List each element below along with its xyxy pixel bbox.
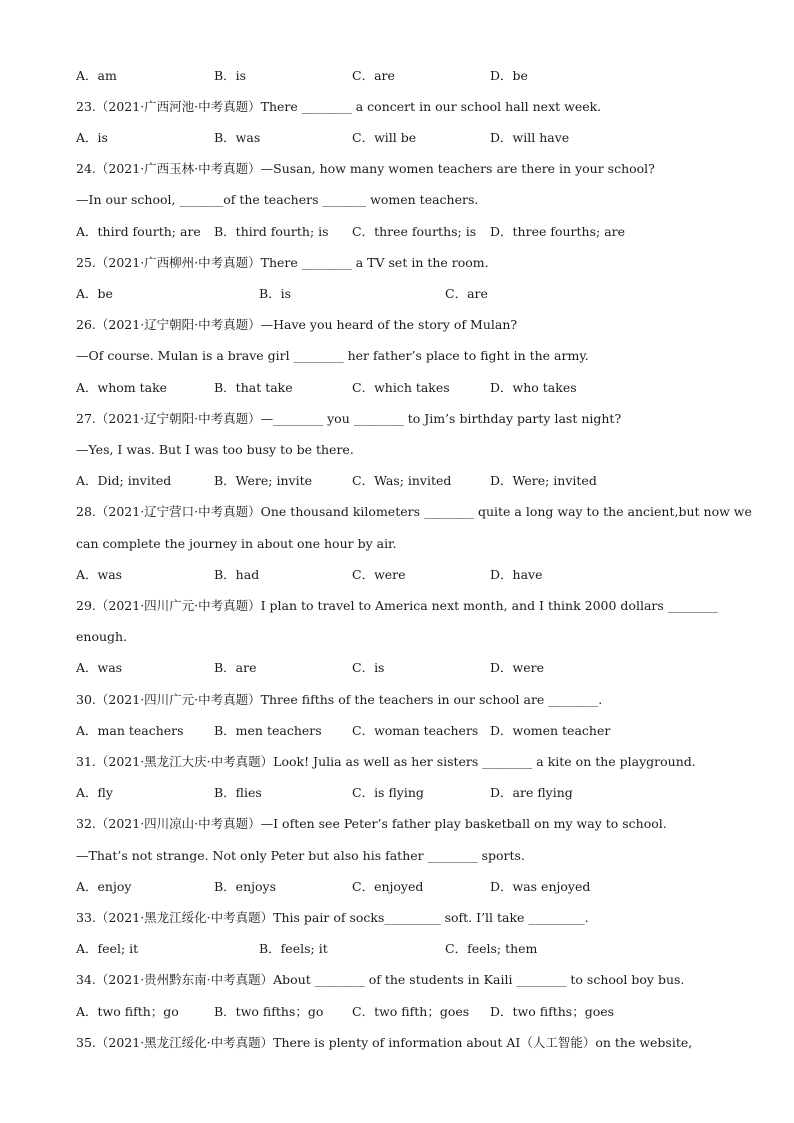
question-30-stem: 30.（2021·四川广元·中考真题）Three fifths of the teachers in our school are ________.	[76, 692, 603, 707]
q33-options	[76, 941, 756, 957]
option-c: C．is	[352, 660, 385, 675]
q23-options	[76, 130, 756, 146]
option-c: C．woman teachers	[352, 723, 479, 738]
option-b: B．third fourth; is	[214, 224, 329, 239]
option-c: C．were	[352, 567, 406, 582]
option-d: D．two fifths；goes	[490, 1004, 615, 1019]
option-a: A．Did; invited	[76, 473, 172, 488]
q24-options	[76, 224, 756, 240]
option-b: B．are	[214, 660, 257, 675]
option-b: B．had	[214, 567, 260, 582]
option-b: B．was	[214, 130, 261, 145]
option-a: A．third fourth; are	[76, 224, 201, 239]
option-a: A．two fifth；go	[76, 1004, 179, 1019]
option-b: B．Were; invite	[214, 473, 312, 488]
option-d: D．have	[490, 567, 543, 582]
option-a: A．was	[76, 567, 123, 582]
option-d: D．who takes	[490, 380, 577, 395]
question-24-line2: —In our school, _______of the teachers _______ women teachers.	[76, 192, 479, 207]
option-b: B．is	[259, 286, 292, 301]
option-c: C．are	[445, 286, 488, 301]
q22-options	[76, 68, 756, 84]
option-d: D．three fourths; are	[490, 224, 626, 239]
question-28-line2: can complete the journey in about one hour by air.	[76, 536, 397, 551]
option-d: D．women teacher	[490, 723, 611, 738]
question-24-stem: 24.（2021·广西玉林·中考真题）—Susan, how many women teachers are there in your school?	[76, 161, 655, 176]
option-c: C．are	[352, 68, 395, 83]
question-25-stem: 25.（2021·广西柳州·中考真题）There ________ a TV set in the room.	[76, 255, 489, 270]
option-d: D．will have	[490, 130, 570, 145]
option-c: C．feels; them	[445, 941, 538, 956]
option-a: A．be	[76, 286, 113, 301]
option-c: C．is flying	[352, 785, 424, 800]
option-a: A．am	[76, 68, 117, 83]
option-d: D．was enjoyed	[490, 879, 591, 894]
option-b: B．is	[214, 68, 247, 83]
q26-options	[76, 380, 756, 396]
question-26-stem: 26.（2021·辽宁朝阳·中考真题）—Have you heard of the story of Mulan?	[76, 317, 518, 332]
question-27-stem: 27.（2021·辽宁朝阳·中考真题）—________ you ________ to Jim’s birthday party last night?	[76, 411, 622, 426]
option-a: A．enjoy	[76, 879, 132, 894]
q28-options	[76, 567, 756, 583]
q30-options	[76, 723, 756, 739]
option-d: D．be	[490, 68, 528, 83]
option-a: A．fly	[76, 785, 113, 800]
option-b: B．feels; it	[259, 941, 328, 956]
question-32-stem: 32.（2021·四川凉山·中考真题）—I often see Peter’s father play basketball on my way to school.	[76, 816, 667, 831]
q29-options	[76, 660, 756, 676]
q27-options	[76, 473, 756, 489]
question-28-stem: 28.（2021·辽宁营口·中考真题）One thousand kilometers ________ quite a long way to the ancient,but now we	[76, 504, 752, 519]
option-c: C．Was; invited	[352, 473, 452, 488]
option-c: C．three fourths; is	[352, 224, 477, 239]
q34-options	[76, 1004, 756, 1020]
q32-options	[76, 879, 756, 895]
question-27-line2: —Yes, I was. But I was too busy to be there.	[76, 442, 354, 457]
option-a: A．whom take	[76, 380, 168, 395]
option-d: D．Were; invited	[490, 473, 597, 488]
option-c: C．which takes	[352, 380, 450, 395]
q25-options	[76, 286, 756, 302]
question-29-stem: 29.（2021·四川广元·中考真题）I plan to travel to America next month, and I think 2000 dollars ________	[76, 598, 718, 613]
option-b: B．men teachers	[214, 723, 322, 738]
question-23-stem: 23.（2021·广西河池·中考真题）There ________ a concert in our school hall next week.	[76, 99, 602, 114]
question-31-stem: 31.（2021·黑龙江大庆·中考真题）Look! Julia as well as her sisters ________ a kite on the playground.	[76, 754, 696, 769]
question-35-stem: 35.（2021·黑龙江绥化·中考真题）There is plenty of information about AI（人工智能）on the website,	[76, 1035, 693, 1050]
option-a: A．is	[76, 130, 108, 145]
option-c: C．will be	[352, 130, 417, 145]
option-b: B．flies	[214, 785, 262, 800]
option-d: D．were	[490, 660, 544, 675]
option-b: B．two fifths；go	[214, 1004, 324, 1019]
option-d: D．are flying	[490, 785, 573, 800]
option-b: B．that take	[214, 380, 293, 395]
question-32-line2: —That’s not strange. Not only Peter but also his father ________ sports.	[76, 848, 525, 863]
question-29-line2: enough.	[76, 629, 128, 644]
option-a: A．man teachers	[76, 723, 184, 738]
question-34-stem: 34.（2021·贵州黔东南·中考真题）About ________ of the students in Kaili ________ to school boy bus.	[76, 972, 685, 987]
option-a: A．feel; it	[76, 941, 139, 956]
q31-options	[76, 785, 756, 801]
option-c: C．enjoyed	[352, 879, 424, 894]
option-a: A．was	[76, 660, 123, 675]
option-c: C．two fifth；goes	[352, 1004, 470, 1019]
option-b: B．enjoys	[214, 879, 277, 894]
question-26-line2: —Of course. Mulan is a brave girl ________ her father’s place to fight in the army.	[76, 348, 589, 363]
question-33-stem: 33.（2021·黑龙江绥化·中考真题）This pair of socks_________ soft. I’ll take _________.	[76, 910, 589, 925]
